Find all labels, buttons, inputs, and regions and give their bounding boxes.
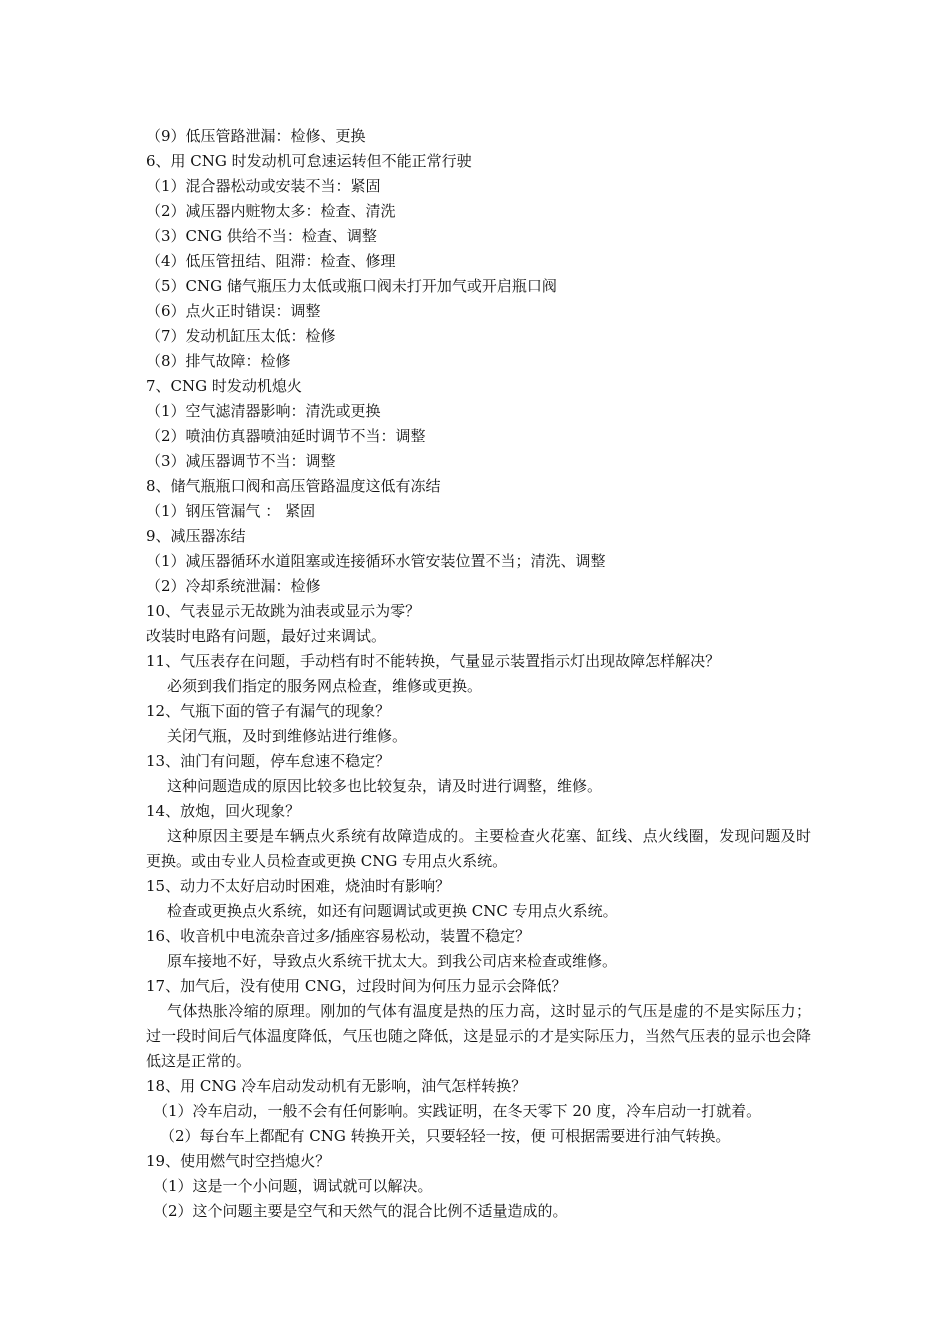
- answer-text: 原车接地不好，导致点火系统干扰太大。到我公司店来检查或维修。: [167, 952, 618, 970]
- list-item: （5）CNG 储气瓶压力太低或瓶口阀未打开加气或开启瓶口阀: [146, 277, 557, 295]
- section-heading: 16、收音机中电流杂音过多/插座容易松动，装置不稳定？: [146, 927, 531, 945]
- document-body: [146, 124, 811, 1224]
- answer-paragraph: 气体热胀冷缩的原理。刚加的气体有温度是热的压力高，这时显示的气压是虚的不是实际压力；过一段时间后气体温度降低，气压也随之降低，这是显示的才是实际压力，当然气压表的显示也会降低这是正常的。: [146, 1002, 811, 1070]
- list-item: （1）减压器循环水道阻塞或连接循环水管安装位置不当；清洗、调整: [146, 552, 606, 570]
- list-item: （2）这个问题主要是空气和天然气的混合比例不适量造成的。: [153, 1202, 568, 1220]
- list-item: （8）排气故障：检修: [146, 352, 291, 370]
- list-item: （7）发动机缸压太低：检修: [146, 327, 336, 345]
- list-item: （1）混合器松动或安装不当：紧固: [146, 177, 381, 195]
- section-heading: 8、储气瓶瓶口阀和高压管路温度这低有冻结: [146, 477, 441, 495]
- answer-paragraph: 这种原因主要是车辆点火系统有故障造成的。主要检查火花塞、缸线、点火线圈，发现问题及时更换。或由专业人员检查或更换 CNG 专用点火系统。: [146, 827, 811, 870]
- list-item: （2）冷却系统泄漏：检修: [146, 577, 321, 595]
- list-item: （1）冷车启动，一般不会有任何影响。实践证明，在冬天零下 20 度，冷车启动一打就着。: [153, 1102, 762, 1120]
- section-heading: 10、气表显示无故跳为油表或显示为零？: [146, 602, 421, 620]
- section-heading: 17、加气后，没有使用 CNG，过段时间为何压力显示会降低？: [146, 977, 567, 995]
- section-heading: 改装时电路有问题，最好过来调试。: [146, 627, 387, 645]
- list-item: （9）低压管路泄漏：检修、更换: [146, 127, 366, 145]
- section-heading: 13、油门有问题，停车怠速不稳定？: [146, 752, 391, 770]
- section-heading: 6、用 CNG 时发动机可怠速运转但不能正常行驶: [146, 152, 472, 170]
- answer-text: 必须到我们指定的服务网点检查，维修或更换。: [167, 677, 483, 695]
- section-heading: 9、减压器冻结: [146, 527, 246, 545]
- list-item: （3）减压器调节不当：调整: [146, 452, 336, 470]
- section-heading: 19、使用燃气时空挡熄火？: [146, 1152, 331, 1170]
- list-item: （1）钢压管漏气 ： 紧固: [146, 502, 316, 520]
- section-heading: 11、气压表存在问题，手动档有时不能转换，气量显示装置指示灯出现故障怎样解决？: [146, 652, 721, 670]
- answer-text: 关闭气瓶，及时到维修站进行维修。: [167, 727, 408, 745]
- list-item: （6）点火正时错误：调整: [146, 302, 321, 320]
- list-item: （1）空气滤清器影响：清洗或更换: [146, 402, 381, 420]
- section-heading: 7、CNG 时发动机熄火: [146, 377, 302, 395]
- list-item: （2）喷油仿真器喷油延时调节不当：调整: [146, 427, 426, 445]
- answer-text: 检查或更换点火系统，如还有问题调试或更换 CNC 专用点火系统。: [167, 902, 618, 920]
- section-heading: 14、放炮，回火现象？: [146, 802, 301, 820]
- section-heading: 15、动力不太好启动时困难，烧油时有影响？: [146, 877, 451, 895]
- section-heading: 18、用 CNG 冷车启动发动机有无影响，油气怎样转换？: [146, 1077, 527, 1095]
- section-heading: 12、气瓶下面的管子有漏气的现象？: [146, 702, 391, 720]
- list-item: （4）低压管扭结、阻滞：检查、修理: [146, 252, 396, 270]
- list-item: （3）CNG 供给不当：检查、调整: [146, 227, 377, 245]
- list-item: （2）减压器内赃物太多：检查、清洗: [146, 202, 396, 220]
- answer-text: 这种问题造成的原因比较多也比较复杂，请及时进行调整，维修。: [167, 777, 603, 795]
- list-item: （2）每台车上都配有 CNG 转换开关，只要轻轻一按，便 可根据需要进行油气转换。: [160, 1127, 731, 1145]
- list-item: （1）这是一个小问题，调试就可以解决。: [153, 1177, 433, 1195]
